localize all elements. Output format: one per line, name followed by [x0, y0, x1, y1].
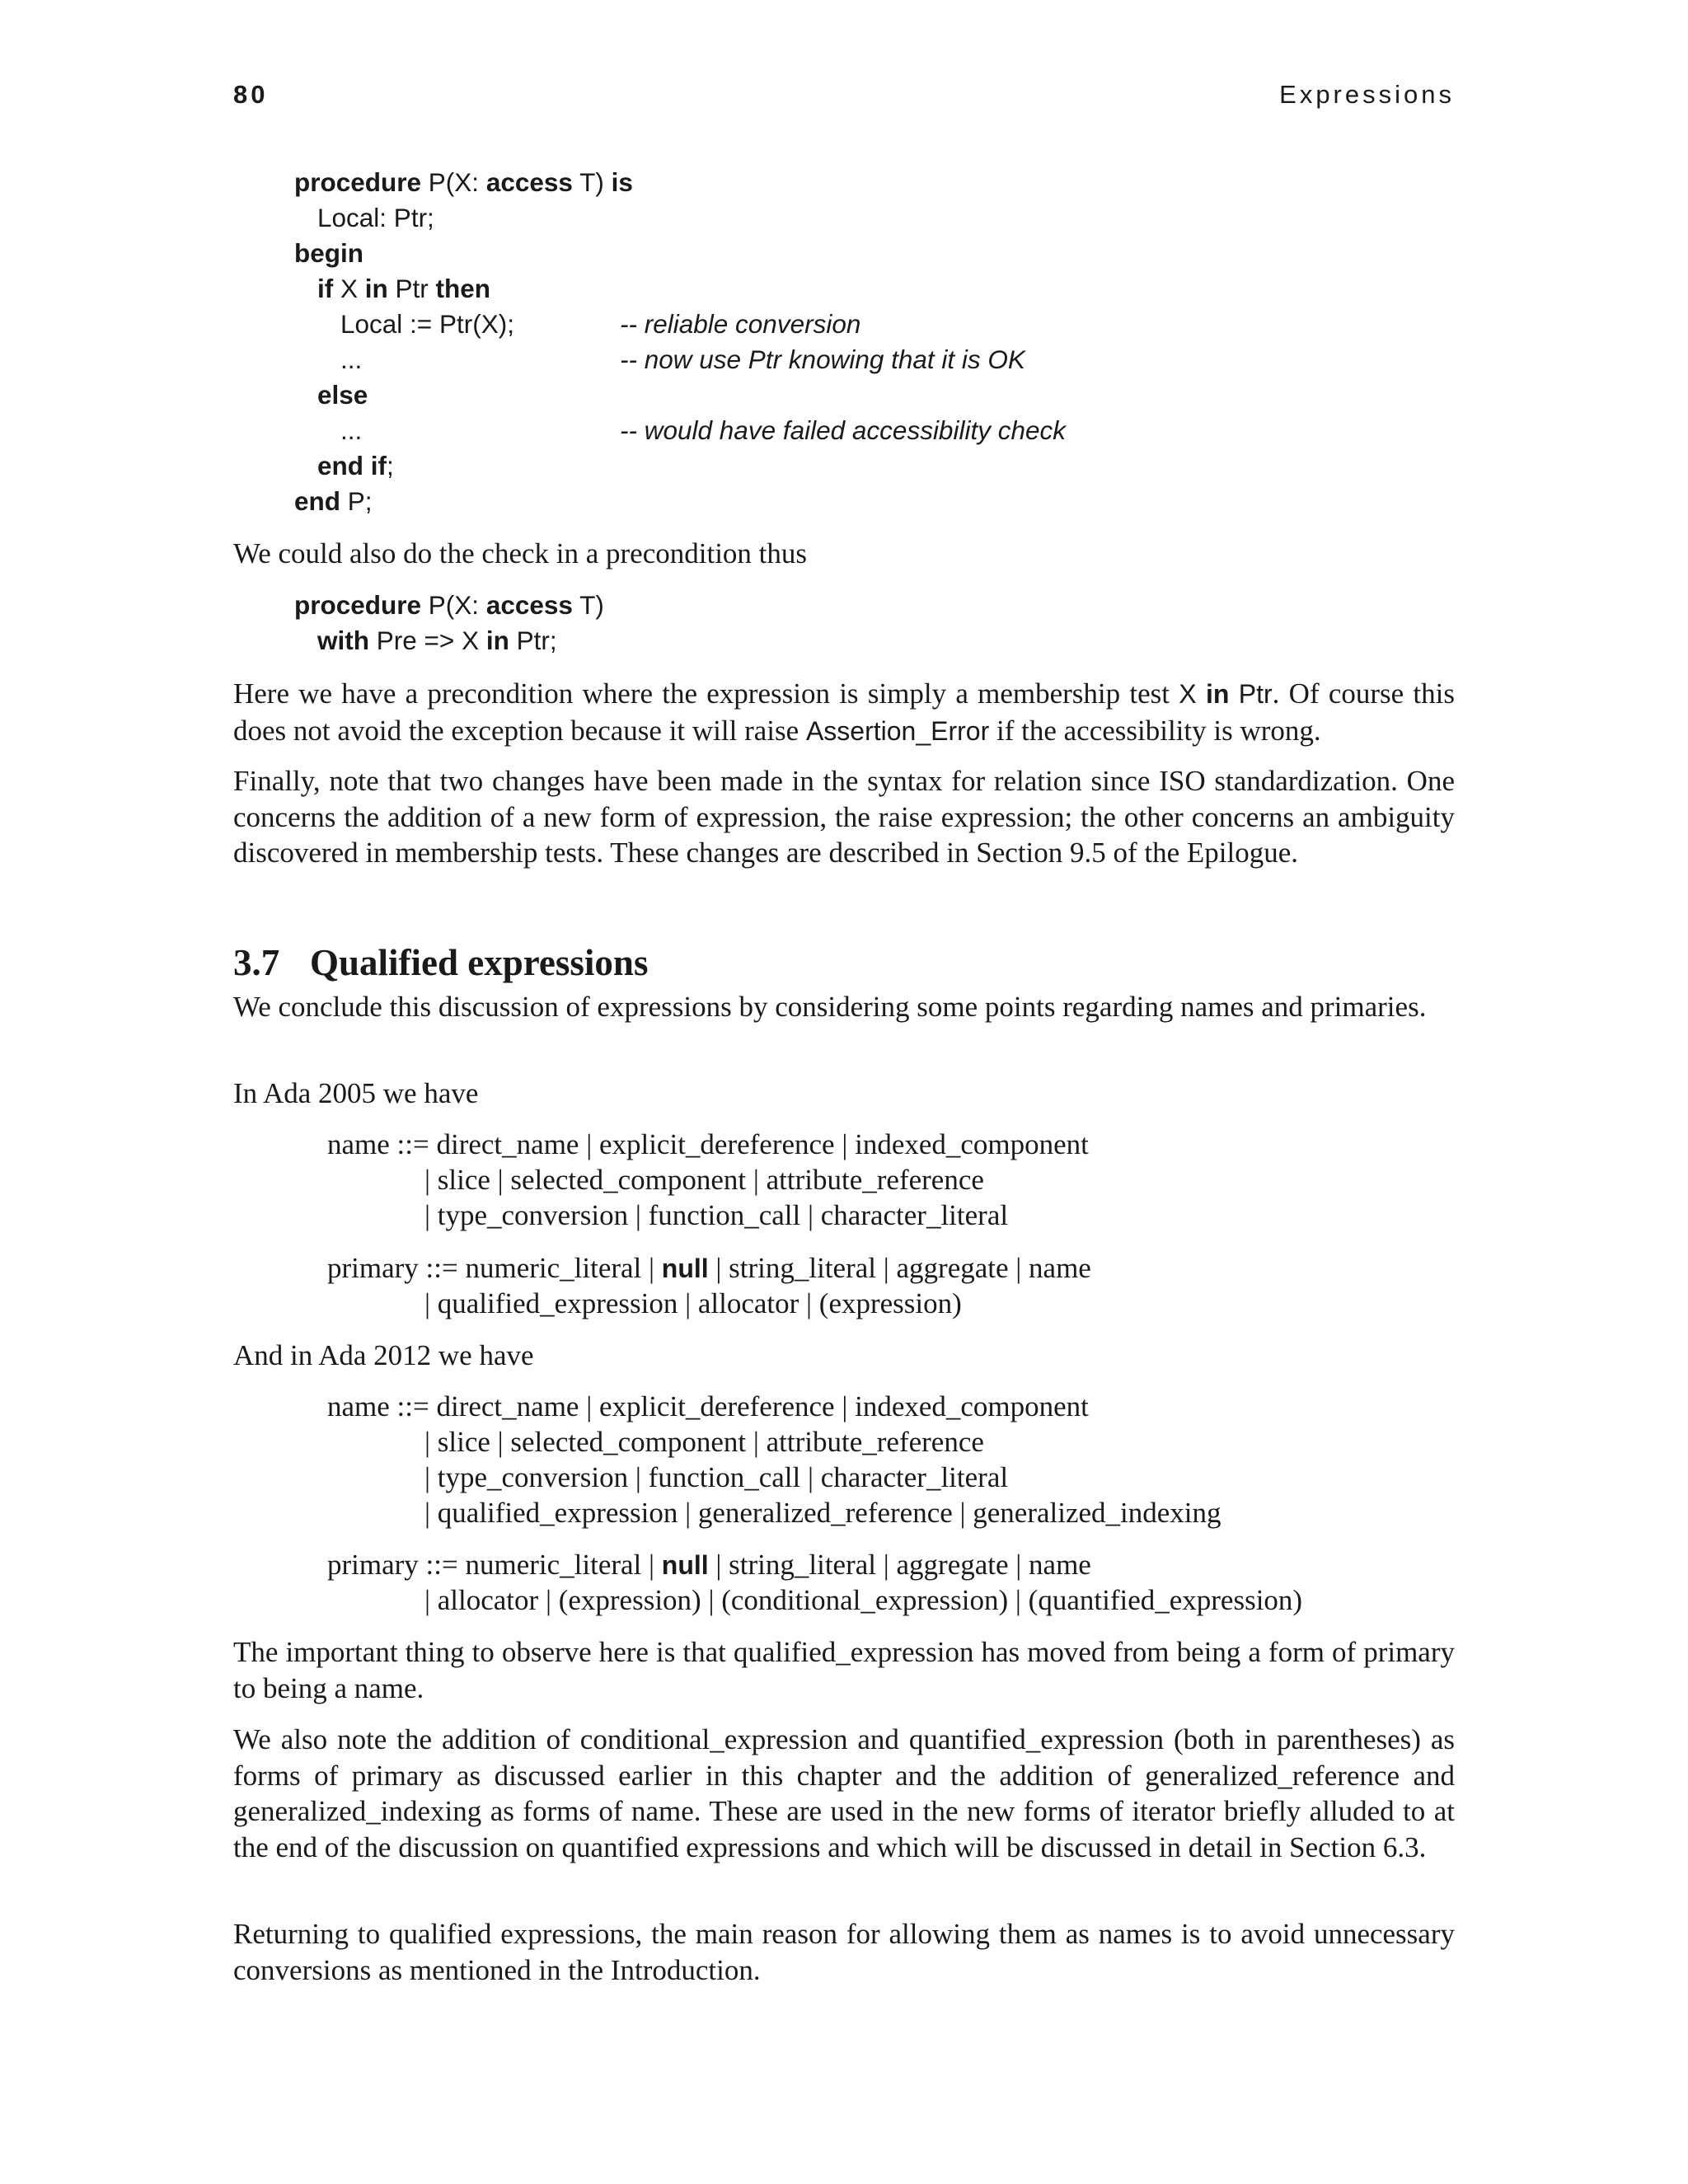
inline-code-keyword: in	[1205, 679, 1230, 709]
code-keyword: end	[294, 486, 341, 516]
grammar-line: | slice | selected_component | attribute_reference	[424, 1164, 984, 1196]
code-text: Pre => X	[369, 626, 486, 655]
grammar-line: | slice | selected_component | attribute_reference	[424, 1426, 984, 1458]
code-keyword: if	[317, 274, 334, 303]
code-line	[294, 484, 373, 520]
paragraph: Finally, note that two changes have been made in the syntax for relation since ISO standardization. One concerns the addition of a new form of expression, the raise expression; the other concerns an ambiguity discovered in membership tests. These changes are described in Section 9.5 of the Epilogue.	[233, 765, 1455, 869]
paragraph: We could also do the check in a precondition thus	[233, 537, 808, 569]
code-keyword: access	[485, 590, 573, 620]
code-keyword: is	[611, 167, 633, 197]
paragraph: We also note the addition of conditional_expression and quantified_expression (both in parentheses) as forms of primary as discussed earlier in this chapter and the addition of generalized_reference and generalized_indexing as forms of name. These are used in the new forms of iterator briefly alluded to at the end of the discussion on quantified expressions and which will be discussed in detail in Section 6.3.	[233, 1723, 1455, 1863]
grammar-line	[327, 1250, 1091, 1287]
inline-code: X	[1179, 679, 1206, 709]
code-line	[294, 165, 633, 201]
code-text: X	[333, 274, 365, 303]
section-title: Qualified expressions	[310, 942, 649, 983]
code-keyword: procedure	[294, 167, 422, 197]
code-text: T)	[572, 167, 612, 197]
code-line	[317, 271, 490, 307]
text-run: if the accessibility is wrong.	[989, 714, 1321, 747]
paragraph	[233, 676, 1455, 749]
code-text: P(X:	[421, 167, 486, 197]
code-keyword: procedure	[294, 590, 422, 620]
text-run: Here we have a precondition where the expression is simply a membership test	[233, 677, 1179, 710]
code-line	[294, 236, 363, 272]
running-header-chapter: Expressions	[1279, 80, 1455, 109]
code-line	[317, 377, 368, 414]
keyword-null: null	[661, 1254, 709, 1283]
text-run: | string_literal | aggregate | name	[708, 1549, 1091, 1581]
text-run: | string_literal | aggregate | name	[708, 1252, 1091, 1284]
code-line	[317, 448, 394, 485]
code-line: Local: Ptr;	[317, 203, 434, 232]
code-comment: -- would have failed accessibility check	[620, 415, 1066, 445]
code-keyword: in	[364, 274, 388, 303]
code-line: ...	[340, 415, 363, 445]
code-keyword: else	[317, 380, 368, 410]
code-keyword: then	[435, 274, 491, 303]
paragraph: And in Ada 2012 we have	[233, 1339, 534, 1371]
code-line	[317, 623, 557, 659]
grammar-line: name ::= direct_name | explicit_dereference | indexed_component	[327, 1390, 1089, 1422]
code-line: ...	[340, 344, 363, 374]
text-run: primary ::= numeric_literal |	[327, 1252, 662, 1284]
code-keyword: with	[317, 626, 369, 655]
inline-code: Assertion_Error	[805, 715, 990, 746]
code-text: ;	[387, 451, 394, 480]
grammar-line: | type_conversion | function_call | character_literal	[424, 1461, 1009, 1493]
keyword-null: null	[661, 1550, 709, 1580]
section-heading	[233, 941, 648, 984]
code-keyword: begin	[294, 238, 363, 268]
grammar-line: | type_conversion | function_call | character_literal	[424, 1199, 1009, 1231]
text-run: . Of course this does not avoid the exception because it will raise	[233, 677, 1455, 747]
paragraph: We conclude this discussion of expressions by considering some points regarding names and primaries.	[233, 991, 1427, 1023]
code-text: P(X:	[421, 590, 486, 620]
code-line	[294, 588, 604, 624]
grammar-line: | allocator | (expression) | (conditional_expression) | (quantified_expression)	[424, 1584, 1303, 1616]
grammar-line: name ::= direct_name | explicit_dereference | indexed_component	[327, 1128, 1089, 1160]
code-comment: -- now use Ptr knowing that it is OK	[620, 344, 1025, 374]
code-keyword: access	[485, 167, 573, 197]
grammar-line	[327, 1547, 1091, 1584]
inline-code: Ptr	[1229, 679, 1273, 709]
code-text: Ptr;	[509, 626, 557, 655]
text-run: primary ::= numeric_literal |	[327, 1549, 662, 1581]
code-text: Ptr	[387, 274, 436, 303]
paragraph: Returning to qualified expressions, the main reason for allowing them as names is to avoid unnecessary conversions as mentioned in the Introduction.	[233, 1918, 1455, 1986]
grammar-line: | qualified_expression | generalized_reference | generalized_indexing	[424, 1497, 1221, 1529]
code-keyword: end if	[317, 451, 387, 480]
code-text: T)	[572, 590, 604, 620]
code-comment: -- reliable conversion	[620, 309, 861, 339]
paragraph: In Ada 2005 we have	[233, 1077, 479, 1109]
paragraph: The important thing to observe here is that qualified_expression has moved from being a form of primary to being a name.	[233, 1636, 1455, 1704]
page-number: 80	[233, 80, 269, 109]
code-keyword: in	[485, 626, 509, 655]
grammar-line: | qualified_expression | allocator | (expression)	[424, 1287, 962, 1319]
code-text: P;	[340, 486, 373, 516]
code-line: Local := Ptr(X);	[340, 309, 514, 339]
section-number: 3.7	[233, 942, 280, 983]
